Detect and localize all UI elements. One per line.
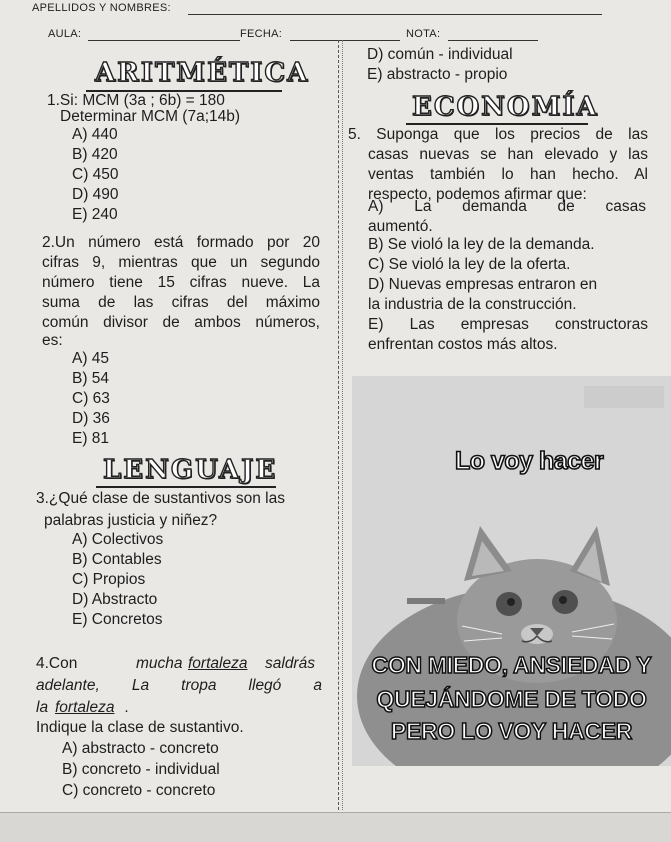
q4-line2: adelante, La tropa llegó a [36, 677, 322, 694]
q4-line3-post: . [125, 699, 130, 716]
q3-option-d: D) Abstracto [72, 591, 158, 608]
column-divider-inner [342, 40, 343, 810]
q4-option-b: B) concreto - individual [62, 761, 220, 778]
q2-option-e: E) 81 [72, 430, 110, 447]
q1-option-a: A) 440 [72, 126, 118, 143]
lenguaje-underline [96, 486, 276, 488]
q5-option-a-cont: aumentó. [368, 218, 433, 235]
q2-line6: es: [42, 332, 63, 349]
prev-option-d: D) común - individual [367, 46, 513, 63]
q4-word-saldras: saldrás [265, 655, 315, 672]
meme-bottom-line3: PERO LO VOY HACER [390, 718, 633, 744]
q5-line1: 5. Suponga que los precios de las [348, 126, 648, 143]
q1-option-d: D) 490 [72, 186, 119, 203]
q5-option-b: B) Se violó la ley de la demanda. [368, 236, 595, 253]
q4-line4: Indique la clase de sustantivo. [36, 719, 244, 736]
q2-option-b: B) 54 [72, 370, 110, 387]
q5-option-c: C) Se violó la ley de la oferta. [368, 256, 571, 273]
q2-line2: cifras 9, mientras que un segundo [42, 254, 320, 271]
q1-option-e: E) 240 [72, 206, 118, 223]
q3-option-e: E) Concretos [72, 611, 163, 628]
q5-line3: ventas también lo han hecho. Al [368, 166, 648, 183]
lenguaje-title: LENGUAJE [103, 455, 278, 485]
q2-option-c: C) 63 [72, 390, 110, 407]
q4-word-fortaleza-1: fortaleza [188, 655, 248, 672]
q5-option-a: A) La demanda de casas [368, 198, 646, 215]
economia-underline [406, 123, 588, 125]
q3-line2: palabras justicia y niñez? [44, 512, 218, 529]
meme-top-text: Lo voy hacer [455, 447, 604, 475]
q4-option-c: C) concreto - concreto [62, 782, 216, 799]
economia-title: ECONOMÍA [412, 92, 599, 122]
nota-line [448, 40, 538, 41]
q1-option-b: B) 420 [72, 146, 118, 163]
q3-option-b: B) Contables [72, 551, 162, 568]
q1-line2: Determinar MCM (7a;14b) [60, 108, 241, 125]
q3-option-c: C) Propios [72, 571, 146, 588]
q2-line5: común divisor de ambos números, [42, 314, 320, 331]
aula-label: AULA: [48, 28, 82, 40]
q4-option-a: A) abstracto - concreto [62, 740, 219, 757]
q5-option-d: D) Nuevas empresas entraron en [368, 276, 598, 293]
nota-label: NOTA: [406, 28, 441, 40]
column-divider [338, 40, 339, 810]
q4-word-mucha: mucha [136, 655, 183, 672]
apellidos-label: APELLIDOS Y NOMBRES: [32, 2, 171, 14]
q5-option-e-cont: enfrentan costos más altos. [368, 336, 558, 353]
fecha-line [290, 40, 400, 41]
q1-line1: 1.Si: MCM (3a ; 6b) = 180 [47, 92, 225, 109]
q2-line4: suma de las cifras del máximo [42, 294, 320, 311]
q5-line2: casas nuevas se han elevado y las [368, 146, 648, 163]
meme-bottom-line2: QUEJÁNDOME DE TODO [376, 686, 647, 712]
q5-line4: respecto, podemos afirmar que: [368, 186, 587, 203]
page-bottom-edge [0, 812, 671, 842]
prev-option-e: E) abstracto - propio [367, 66, 508, 83]
apellidos-line [188, 14, 602, 15]
q1-option-c: C) 450 [72, 166, 119, 183]
q4-word-fortaleza-2: fortaleza [55, 699, 115, 716]
fecha-label: FECHA: [240, 28, 283, 40]
q2-line3: número tiene 15 cifras nueve. La [42, 274, 320, 291]
q3-option-a: A) Colectivos [72, 531, 164, 548]
aula-line [88, 40, 240, 41]
q4-line3-pre: la [36, 699, 49, 716]
q5-option-d-cont: la industria de la construcción. [368, 296, 577, 313]
q3-line1: 3.¿Qué clase de sustantivos son las [36, 490, 285, 507]
q2-option-a: A) 45 [72, 350, 110, 367]
q2-line1: 2.Un número está formado por 20 [42, 234, 320, 251]
meme-bottom-line1: CON MIEDO, ANSIEDAD Y [371, 652, 652, 678]
q5-option-e: E) Las empresas constructoras [368, 316, 648, 333]
q2-option-d: D) 36 [72, 410, 110, 427]
q4-number: 4.Con [36, 655, 78, 672]
aritmetica-title: ARITMÉTICA [95, 58, 310, 88]
